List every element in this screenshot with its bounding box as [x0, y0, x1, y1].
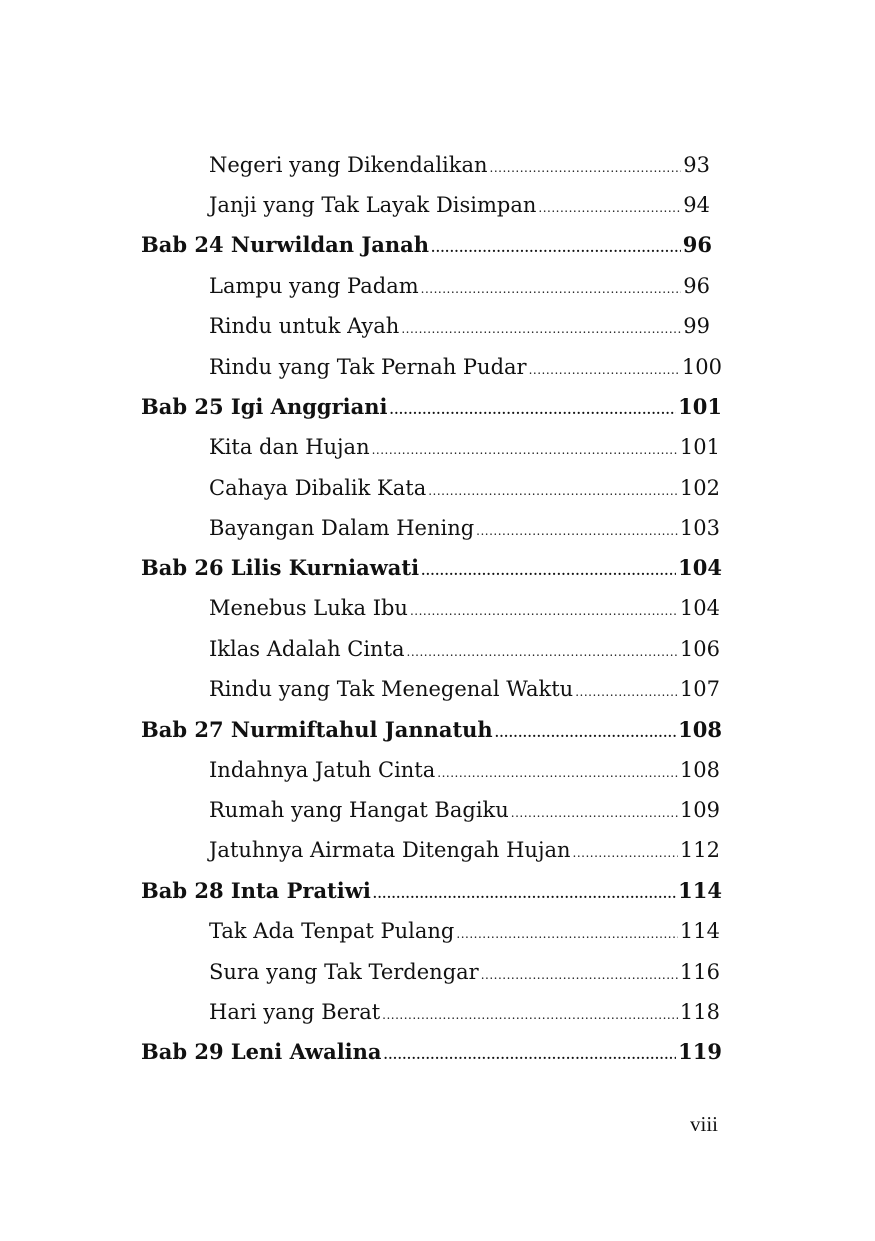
toc-entry: [209, 272, 710, 300]
toc-entry-page: 103: [679, 516, 720, 540]
toc-entry-title: Indahnya Jatuh Cinta: [209, 758, 436, 782]
toc-entry-page: 108: [679, 758, 720, 782]
toc-entry-page: 106: [679, 637, 720, 661]
toc-entry-title: Cahaya Dibalik Kata: [209, 476, 427, 500]
toc-entry-title: Janji yang Tak Layak Disimpan: [209, 193, 537, 217]
toc-chapter-page: 108: [678, 717, 722, 742]
toc-chapter-title: Bab 25 Igi Anggriani: [141, 394, 388, 419]
dot-leader: [401, 323, 681, 335]
toc-entry: [209, 635, 720, 663]
toc-chapter: [141, 1038, 722, 1066]
dot-leader: [382, 1009, 678, 1021]
toc-chapter-page: 101: [678, 394, 722, 419]
toc-entry-page: 101: [679, 435, 720, 459]
dot-leader: [490, 162, 682, 174]
toc-chapter-title: Bab 27 Nurmiftahul Jannatuh: [141, 717, 493, 742]
dot-leader: [421, 283, 682, 295]
dot-leader: [390, 404, 677, 416]
toc-entry-title: Tak Ada Tenpat Pulang: [209, 919, 455, 943]
toc-entry-page: 100: [681, 355, 722, 379]
toc-entry-title: Rindu yang Tak Pernah Pudar: [209, 355, 527, 379]
toc-chapter: [141, 877, 722, 905]
toc-entry-page: 118: [679, 1000, 720, 1024]
toc-chapter-title: Bab 24 Nurwildan Janah: [141, 232, 430, 257]
dot-leader: [481, 969, 678, 981]
toc-chapter-page: 96: [682, 232, 712, 257]
toc-entry-page: 107: [679, 677, 720, 701]
toc-entry-title: Lampu yang Padam: [209, 274, 419, 298]
toc-entry: [209, 514, 720, 542]
toc-entry-page: 109: [679, 798, 720, 822]
toc-entry-title: Kita dan Hujan: [209, 435, 370, 459]
toc-entry: [209, 474, 720, 502]
toc-chapter-page: 119: [678, 1039, 722, 1064]
toc-entry-page: 114: [679, 919, 720, 943]
toc-entry-page: 93: [683, 153, 710, 177]
page-number: viii: [690, 1112, 719, 1136]
toc-chapter-title: Bab 26 Lilis Kurniawati: [141, 555, 420, 580]
toc-chapter: [141, 231, 712, 259]
toc-entry-page: 99: [683, 314, 710, 338]
dot-leader: [428, 485, 678, 497]
toc-entry: [209, 433, 720, 461]
toc-entry: [209, 312, 710, 340]
dot-leader: [410, 605, 678, 617]
toc-entry-page: 102: [679, 476, 720, 500]
toc-entry: [209, 675, 720, 703]
toc-entry-title: Sura yang Tak Terdengar: [209, 960, 479, 984]
dot-leader: [529, 364, 680, 376]
toc-entry: [209, 191, 710, 219]
dot-leader: [573, 847, 678, 859]
dot-leader: [476, 525, 678, 537]
toc-entry: [209, 958, 720, 986]
toc-entry: [209, 836, 720, 864]
toc-chapter-page: 114: [678, 878, 722, 903]
dot-leader: [495, 727, 676, 739]
dot-leader: [407, 646, 678, 658]
toc-entry-page: 104: [679, 596, 720, 620]
dot-leader: [431, 242, 681, 254]
toc-chapter-page: 104: [678, 555, 722, 580]
dot-leader: [384, 1049, 677, 1061]
toc-entry: [209, 998, 720, 1026]
dot-leader: [373, 888, 676, 900]
toc-entry: [209, 796, 720, 824]
toc-entry-title: Negeri yang Dikendalikan: [209, 153, 488, 177]
toc-entry: [209, 917, 720, 945]
dot-leader: [538, 202, 681, 214]
toc-entry: [209, 756, 720, 784]
toc-chapter-title: Bab 28 Inta Pratiwi: [141, 878, 371, 903]
dot-leader: [437, 767, 678, 779]
toc-entry-page: 116: [679, 960, 720, 984]
dot-leader: [456, 928, 678, 940]
toc-chapter: [141, 716, 722, 744]
dot-leader: [372, 444, 678, 456]
toc-entry-title: Bayangan Dalam Hening: [209, 516, 475, 540]
toc-chapter-title: Bab 29 Leni Awalina: [141, 1039, 382, 1064]
dot-leader: [575, 686, 678, 698]
dot-leader: [511, 807, 678, 819]
toc-entry-page: 96: [683, 274, 710, 298]
toc-chapter: [141, 393, 722, 421]
toc-entry-title: Menebus Luka Ibu: [209, 596, 408, 620]
toc-entry-title: Rumah yang Hangat Bagiku: [209, 798, 509, 822]
toc-entry-title: Jatuhnya Airmata Ditengah Hujan: [209, 838, 571, 862]
toc-entry-title: Rindu yang Tak Menegenal Waktu: [209, 677, 574, 701]
toc-entry-title: Rindu untuk Ayah: [209, 314, 400, 338]
toc-entry-page: 112: [679, 838, 720, 862]
toc-entry: [209, 353, 722, 381]
toc-entry: [209, 151, 710, 179]
toc-entry: [209, 594, 720, 622]
toc-entry-page: 94: [683, 193, 710, 217]
toc-entry-title: Hari yang Berat: [209, 1000, 381, 1024]
toc-entry-title: Iklas Adalah Cinta: [209, 637, 405, 661]
toc-chapter: [141, 554, 722, 582]
dot-leader: [421, 565, 676, 577]
